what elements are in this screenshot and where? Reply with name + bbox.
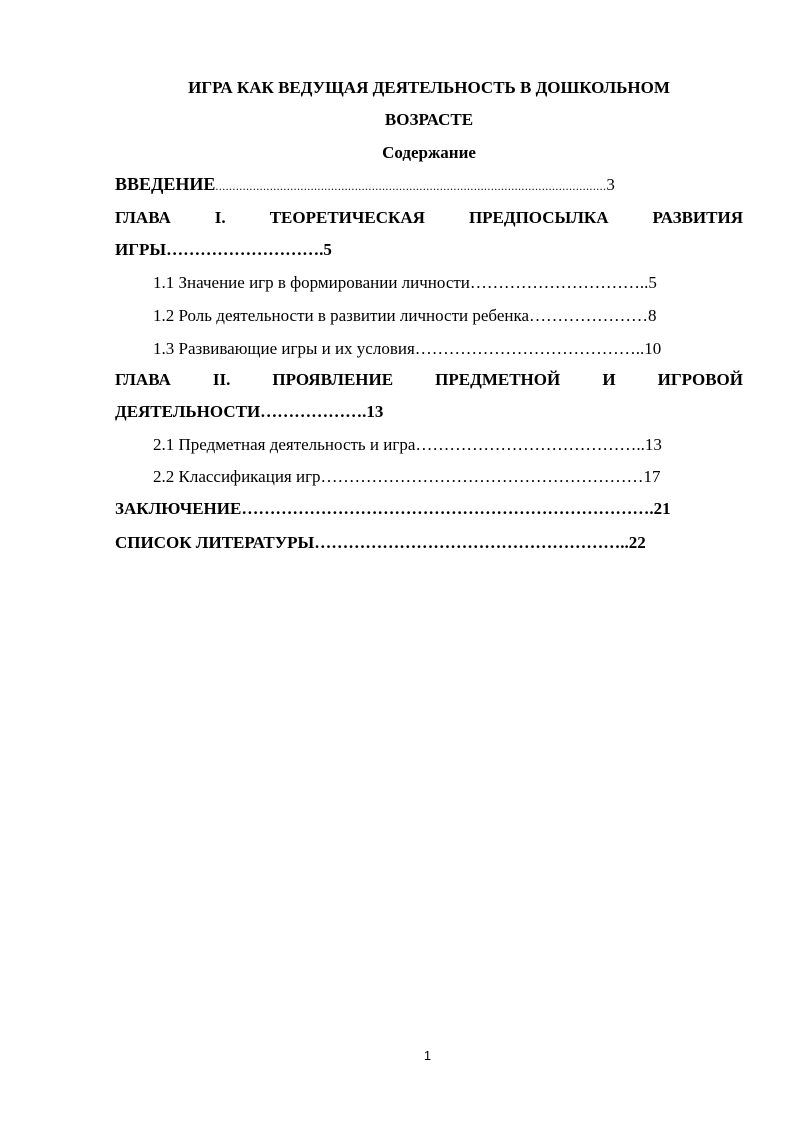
toc-entry-chapter-2-line-2: ДЕЯТЕЛЬНОСТИ……………….13 [115, 402, 384, 421]
toc-entry-conclusion: ЗАКЛЮЧЕНИЕ……………………………………………………………….21 [115, 499, 671, 518]
toc-entry-introduction [115, 174, 615, 196]
toc-entry-introduction-dots: ................................................................................................................... [215, 179, 607, 193]
page-number: 1 [423, 1048, 432, 1063]
toc-chapter-2-word: ИГРОВОЙ [657, 370, 743, 389]
toc-chapter-2-word: ПРОЯВЛЕНИЕ [272, 370, 394, 389]
toc-chapter-2-word: И [602, 370, 616, 389]
toc-chapter-1-word: I. [214, 208, 226, 227]
toc-chapter-1-word: ГЛАВА [115, 208, 171, 227]
toc-chapter-2-word: ГЛАВА [115, 370, 171, 389]
document-title-line-1: ИГРА КАК ВЕДУЩАЯ ДЕЯТЕЛЬНОСТЬ В ДОШКОЛЬНОМ [188, 78, 670, 97]
toc-heading: Содержание [382, 143, 476, 162]
toc-entry-section-2-2: 2.2 Классификация игр…………………………………………………17 [153, 467, 661, 486]
toc-chapter-1-word: РАЗВИТИЯ [652, 208, 743, 227]
toc-entry-section-1-2: 1.2 Роль деятельности в развитии личности ребенка…………………8 [153, 306, 657, 325]
toc-chapter-1-word: ТЕОРЕТИЧЕСКАЯ [269, 208, 425, 227]
toc-chapter-2-word: II. [212, 370, 231, 389]
document-title-line-2: ВОЗРАСТЕ [384, 110, 474, 129]
toc-entry-chapter-1-line-2: ИГРЫ……………………….5 [115, 240, 332, 259]
toc-entry-chapter-1-line-1 [115, 208, 743, 228]
toc-entry-section-1-1: 1.1 Значение игр в формировании личности…………………………..5 [153, 273, 657, 292]
toc-entry-section-2-1: 2.1 Предметная деятельность и игра…………………………………..13 [153, 435, 662, 454]
toc-entry-introduction-label: ВВЕДЕНИЕ [115, 174, 216, 194]
toc-entry-section-1-3: 1.3 Развивающие игры и их условия…………………………………..10 [153, 339, 662, 358]
toc-chapter-2-word: ПРЕДМЕТНОЙ [435, 370, 561, 389]
toc-entry-references: СПИСОК ЛИТЕРАТУРЫ………………………………………………..22 [115, 533, 646, 552]
toc-entry-chapter-2-line-1 [115, 370, 743, 390]
toc-entry-introduction-page: 3 [606, 175, 615, 194]
toc-chapter-1-word: ПРЕДПОСЫЛКА [468, 208, 609, 227]
